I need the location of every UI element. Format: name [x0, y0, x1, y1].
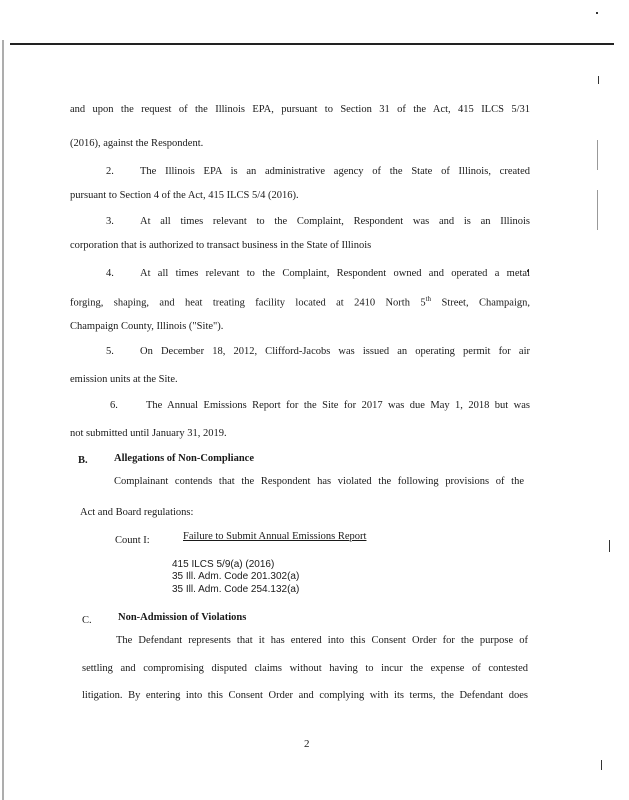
scan-left-edge: [2, 40, 4, 800]
citation: 35 Ill. Adm. Code 254.132(a): [172, 584, 300, 595]
body-line: corporation that is authorized to transact business in the State of Illinois: [70, 240, 372, 251]
scan-speck: [596, 12, 598, 14]
scan-speck: [598, 76, 599, 84]
section-c-letter: C.: [82, 615, 92, 626]
body-line: settling and compromising disputed claims without having to incur the expense of contested: [82, 663, 528, 674]
citation: 415 ILCS 5/9(a) (2016): [172, 559, 275, 570]
body-line: emission units at the Site.: [70, 374, 178, 385]
scan-speck: [597, 140, 598, 170]
paragraph-number: 4.: [106, 268, 114, 279]
body-line: Champaign County, Illinois ("Site").: [70, 321, 224, 332]
paragraph-number: 2.: [106, 166, 114, 177]
superscript: th: [425, 295, 432, 303]
body-line: and upon the request of the Illinois EPA, pursuant to Section 31 of the Act, 415 ILCS 5/31: [70, 104, 530, 115]
body-line: pursuant to Section 4 of the Act, 415 ILCS 5/4 (2016).: [70, 190, 299, 201]
body-text: The Defendant represents that it has entered into this Consent Order for the purpose of: [116, 635, 528, 646]
paragraph-number: 6.: [110, 400, 118, 411]
body-text: The Annual Emissions Report for the Site for 2017 was due May 1, 2018 but was: [146, 400, 530, 411]
body-text: Street, Champaign,: [431, 297, 530, 309]
body-text: The Illinois EPA is an administrative agency of the State of Illinois, created: [140, 166, 530, 177]
scan-speck: [597, 190, 598, 230]
section-b-heading: Allegations of Non-Compliance: [114, 453, 254, 464]
count-title: Failure to Submit Annual Emissions Report: [183, 531, 367, 542]
body-text: forging, shaping, and heat treating facility located at 2410 North 5: [70, 297, 426, 309]
paragraph-number: 5.: [106, 346, 114, 357]
paragraph-number: 3.: [106, 216, 114, 227]
scan-top-border: [10, 43, 614, 45]
page-number: 2: [304, 738, 310, 750]
body-line: not submitted until January 31, 2019.: [70, 428, 227, 439]
body-text: At all times relevant to the Complaint, Respondent was and is an Illinois: [140, 216, 530, 227]
scan-speck: [601, 760, 602, 770]
body-line: (2016), against the Respondent.: [70, 138, 204, 149]
citation: 35 Ill. Adm. Code 201.302(a): [172, 571, 300, 582]
body-text: Complainant contends that the Respondent has violated the following provisions of the: [114, 476, 524, 487]
body-text: On December 18, 2012, Clifford-Jacobs was issued an operating permit for air: [140, 346, 530, 357]
body-line: litigation. By entering into this Consent Order and complying with its terms, the Defendant does: [82, 690, 528, 701]
section-c-heading: Non-Admission of Violations: [118, 612, 247, 623]
body-line: Act and Board regulations:: [80, 507, 194, 518]
count-label: Count I:: [115, 535, 150, 546]
section-b-letter: B.: [78, 455, 88, 466]
body-line: [70, 293, 530, 310]
body-text: At all times relevant to the Complaint, Respondent owned and operated a metal: [140, 268, 530, 279]
scan-speck: [609, 540, 610, 552]
